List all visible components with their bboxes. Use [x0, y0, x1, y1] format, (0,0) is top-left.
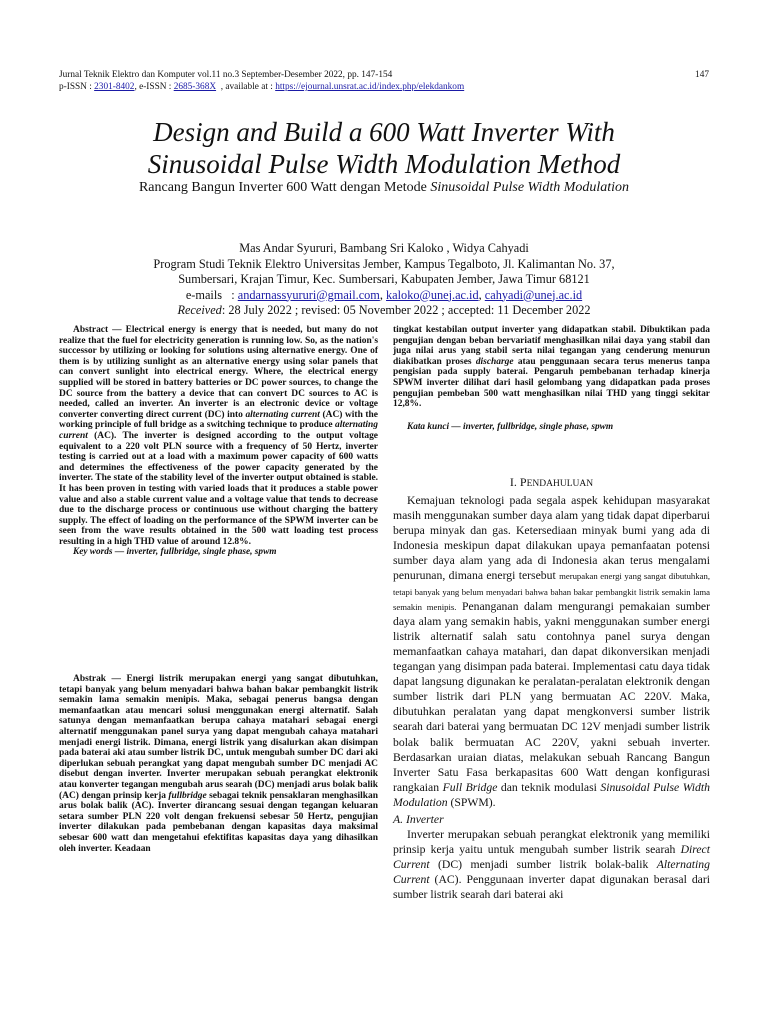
abstract-en-part-1: Abstract — Electrical energy is energy that is needed, but many do not realize that the fuel for electricity generation is running low. So, as the nation's successor by utilizing or looking for solutions using alternative energy. One of them is by utilizing sunlight as an alternative energy using solar panels that can convert sunlight into electrical energy. Where, the electrical energy supplied will be stored in battery batteries or DC power sources, to change the DC source from the battery a device that can convert DC sources to AC is needed, called an inverter. An inverter is an electronic device or voltage converter converting direct current (DC) into: [59, 325, 378, 420]
dates-line: [0, 303, 768, 319]
abstract-indonesian: [59, 674, 378, 854]
intro-paragraph: [393, 493, 710, 810]
paper-subtitle: [0, 180, 768, 196]
abstract-en-italic-1: alternating current: [245, 409, 320, 420]
section-heading-rest: ENDAHULUAN: [526, 479, 594, 489]
keywords-indonesian: Kata kunci — inverter, fullbridge, single phase, spwm: [407, 421, 614, 432]
abstract-indonesian-text: [59, 674, 378, 854]
section-heading-initial: P: [519, 475, 527, 489]
emails-label: e-mails :: [185, 287, 238, 302]
inverter-italic-2: Alternating Current: [393, 858, 710, 887]
paper-title: [0, 116, 768, 180]
abstract-en-part-2: (AC) with the working principle of full bridge as a switching technique to produce: [59, 409, 378, 431]
intro-part-4: (SPWM).: [447, 795, 496, 809]
email-link-3[interactable]: cahyadi@unej.ac.id: [484, 287, 583, 302]
title-line-1: Design and Build a 600 Watt Inverter With: [153, 117, 615, 147]
abstract-english: [59, 325, 378, 558]
journal-header: [59, 69, 709, 93]
abstract-en-italic-2: alternating current: [59, 420, 378, 441]
page-number: 147: [695, 70, 709, 80]
inverter-part-1: Inverter merupakan sebuah perangkat elektronik yang memiliki prinsip kerja yaitu untuk mengubah sumber listrik searah: [393, 828, 710, 857]
pissn-label: p-ISSN :: [59, 82, 95, 92]
abstract-en-part-3: (AC). The inverter is designed according to the output voltage equivalent to a 220 volt PLN source with a frequency of 50 Hertz, inverter testing is carried out at a load with a maximum power capacity of 600 watts and determines the effectiveness of the power capacity generated by the inverter. The state of the stability level of the inverter output obtained is stable. It has been proven in testing with varied loads that it produces a stable power value and also a stable current value and a voltage value that tends to decrease due to the discharge process or continuous use without charging the battery supply. The effect of loading on the performance of the SPWM inverter can be seen from the wave results obtained in the 500 watt loading test process resulting in a high THD value of around 12.8%.: [59, 430, 378, 547]
subsection-heading-inverter: A. Inverter: [393, 812, 444, 826]
inverter-paragraph: [393, 827, 710, 902]
dates-text: : 28 July 2022 ; revised: 05 November 2022 ; accepted: 11 December 2022: [221, 303, 591, 317]
abstract-id-continued-text: [393, 325, 710, 410]
section-number: I.: [509, 475, 520, 489]
author-block: [0, 241, 768, 319]
abstract-id-italic-1: fullbridge: [168, 790, 207, 801]
abstract-indonesian-continued: [393, 325, 710, 433]
abstract-id-cont-italic: discharge: [475, 356, 514, 367]
abstract-english-text: [59, 325, 378, 547]
inverter-italic-1: Direct Current: [393, 843, 710, 872]
inverter-part-2: (DC) menjadi sumber listrik bolak-balik: [429, 858, 657, 872]
abstract-id-part-1: Abstrak — Energi listrik merupakan energi yang sangat dibutuhkan, tetapi banyak yang belum menyadari bahwa bahan bakar pembangkit listrik semakin lama semakin menipis. Maka, sebagai penerus bangsa dengan memanfaatkan atau mencari solusi menggunakan energi alternatif. Salah satunya dengan memanfaatkan berupa cahaya matahari sebagai energi alternatif menggunakan panel surya yang dapat mengubah cahaya matahari menjadi energi listrik. Dimana, energi listrik yang disalurkan akan disimpan pada baterai aki atau sumber listrik DC, untuk mengubah sumber DC dari aki diperlukan sebuah perangkat yang dapat mengubah sumber DC menjadi AC disebut dengan inverter. Inverter merupakan sebuah perangkat elektronik atau konverter tegangan mengubah arus searah (DC) menjadi arus bolak balik (AC) dengan prinsip kerja: [59, 674, 378, 801]
subtitle-text: Rancang Bangun Inverter 600 Watt dengan Metode: [138, 180, 431, 195]
intro-part-1: Kemajuan teknologi pada segala aspek kehidupan masyarakat masih menggunakan sumber daya alam yang tidak dapat diperbarui berupa minyak dan gas. Ketersediaan minyak bumi yang ada di Indonesia meskipun dapat dilakukan upaya pemanfaatan potensi sumber daya alam yang ada di Indonesia akan terus mengalami penurunan, dimana energi tersebut: [393, 494, 710, 583]
intro-small-text: merupakan energi yang sangat dibutuhkan, tetapi banyak yang belum menyadari bahwa bahan bakar pembangkit listrik semakin lama semakin menipis.: [393, 571, 710, 612]
author-names: Mas Andar Syururi, Bambang Sri Kaloko , Widya Cahyadi: [239, 241, 529, 255]
received-label: Received: [177, 303, 222, 317]
email-link-1[interactable]: andarnassyururi@gmail.com: [237, 287, 380, 302]
inverter-part-3: (AC). Penggunaan inverter dapat digunakan berasal dari sumber listrik searah dari baterai aki: [393, 873, 710, 902]
abstract-id-part-2: sebagai teknik pensaklaran menghasilkan arus bolak balik (AC). Inverter dirancang sesuai dengan tegangan keluaran setara sumber PLN 220 volt dengan frekuensi sebesar 50 Hertz, pengujian inverter dilakukan pada pembebanan dengan kapasitas daya maksimal sebesar 600 watt dan mengetahui efektifitas kapasitas daya yang dihasilkan oleh inverter. Keadaan: [59, 790, 378, 854]
issn-line: [59, 81, 709, 93]
title-line-2: Sinusoidal Pulse Width Modulation Method: [147, 149, 621, 179]
emails-line: e-mails : andarnassyururi@gmail.com, kaloko@unej.ac.id, cahyadi@unej.ac.id: [185, 287, 583, 302]
keywords-english: Key words — inverter, fullbridge, single phase, spwm: [73, 547, 277, 558]
section-heading-pendahuluan: [393, 475, 710, 490]
journal-citation: Jurnal Teknik Elektro dan Komputer vol.11 no.3 September-Desember 2022, pp. 147-154: [59, 70, 393, 80]
eissn-link[interactable]: 2685-368X: [173, 82, 217, 92]
section-body: [393, 493, 710, 903]
affiliation-line-1: Program Studi Teknik Elektro Universitas Jember, Kampus Tegalboto, Jl. Kalimantan No. 37,: [153, 256, 615, 271]
affiliation-line-2: Sumbersari, Krajan Timur, Kec. Sumbersari, Kabupaten Jember, Jawa Timur 68121: [178, 272, 590, 286]
intro-part-3: dan teknik modulasi: [497, 780, 601, 794]
intro-part-2: Penanganan dalam mengurangi pemakaian sumber daya alam yang semakin habis, yakni menggunakan sumber energi listrik alternatif salah satu contohnya panel surya dengan memanfaatkan cahaya matahari, dan dapat dikonversikan menjadi tegangan yang disimpan pada baterai. Implementasi catu daya tidak dapat langsung digunakan ke peralatan-peralatan elektronik dengan sumber listrik dari PLN yang bermuatan AC 220V. Maka, dibutuhkan peralatan yang dapat mengkonversi sumber listrik searah dari baterai yang bermuatan DC 12V menjadi sumber listrik bolak balik bermuatan AC 220V, yakni sebuah inverter. Berdasarkan uraian diatas, melakukan sebuah Rancang Bangun Inverter Satu Fasa berkapasitas 600 Watt dengan konfigurasi rangkaian: [393, 599, 710, 794]
pissn-link[interactable]: 2301-8402: [94, 82, 135, 92]
subtitle-italic: Sinusoidal Pulse Width Modulation: [430, 180, 630, 195]
journal-url-link[interactable]: https://ejournal.unsrat.ac.id/index.php/elekdankom: [275, 82, 465, 92]
abstract-id-cont-2: atau penggunaan secara terus menerus tanpa pengisian pada supply baterai. Pengaruh pembebanan terhadap kinerja SPWM inverter dilihat dari hasil gelombang yang didapatkan pada proses pengujian pembeban 500 watt menghasilkan nilai THD yang tinggi sekitar 12,8%.: [393, 356, 710, 410]
available-label: , available at :: [216, 82, 276, 92]
intro-italic-1: Full Bridge: [442, 780, 498, 794]
email-link-2[interactable]: kaloko@unej.ac.id: [386, 287, 479, 302]
intro-italic-2: Sinusoidal Pulse Width Modulation: [393, 780, 710, 809]
eissn-label: , e-ISSN :: [134, 82, 174, 92]
abstract-id-cont-1: tingkat kestabilan output inverter yang didapatkan stabil. Dibuktikan pada pengujian dengan beban bervariatif menghasilkan nilai daya yang stabil dan juga nilai arus yang stabil serta nilai tegangan yang cenderung menurun diakibatkan proses: [393, 325, 710, 367]
